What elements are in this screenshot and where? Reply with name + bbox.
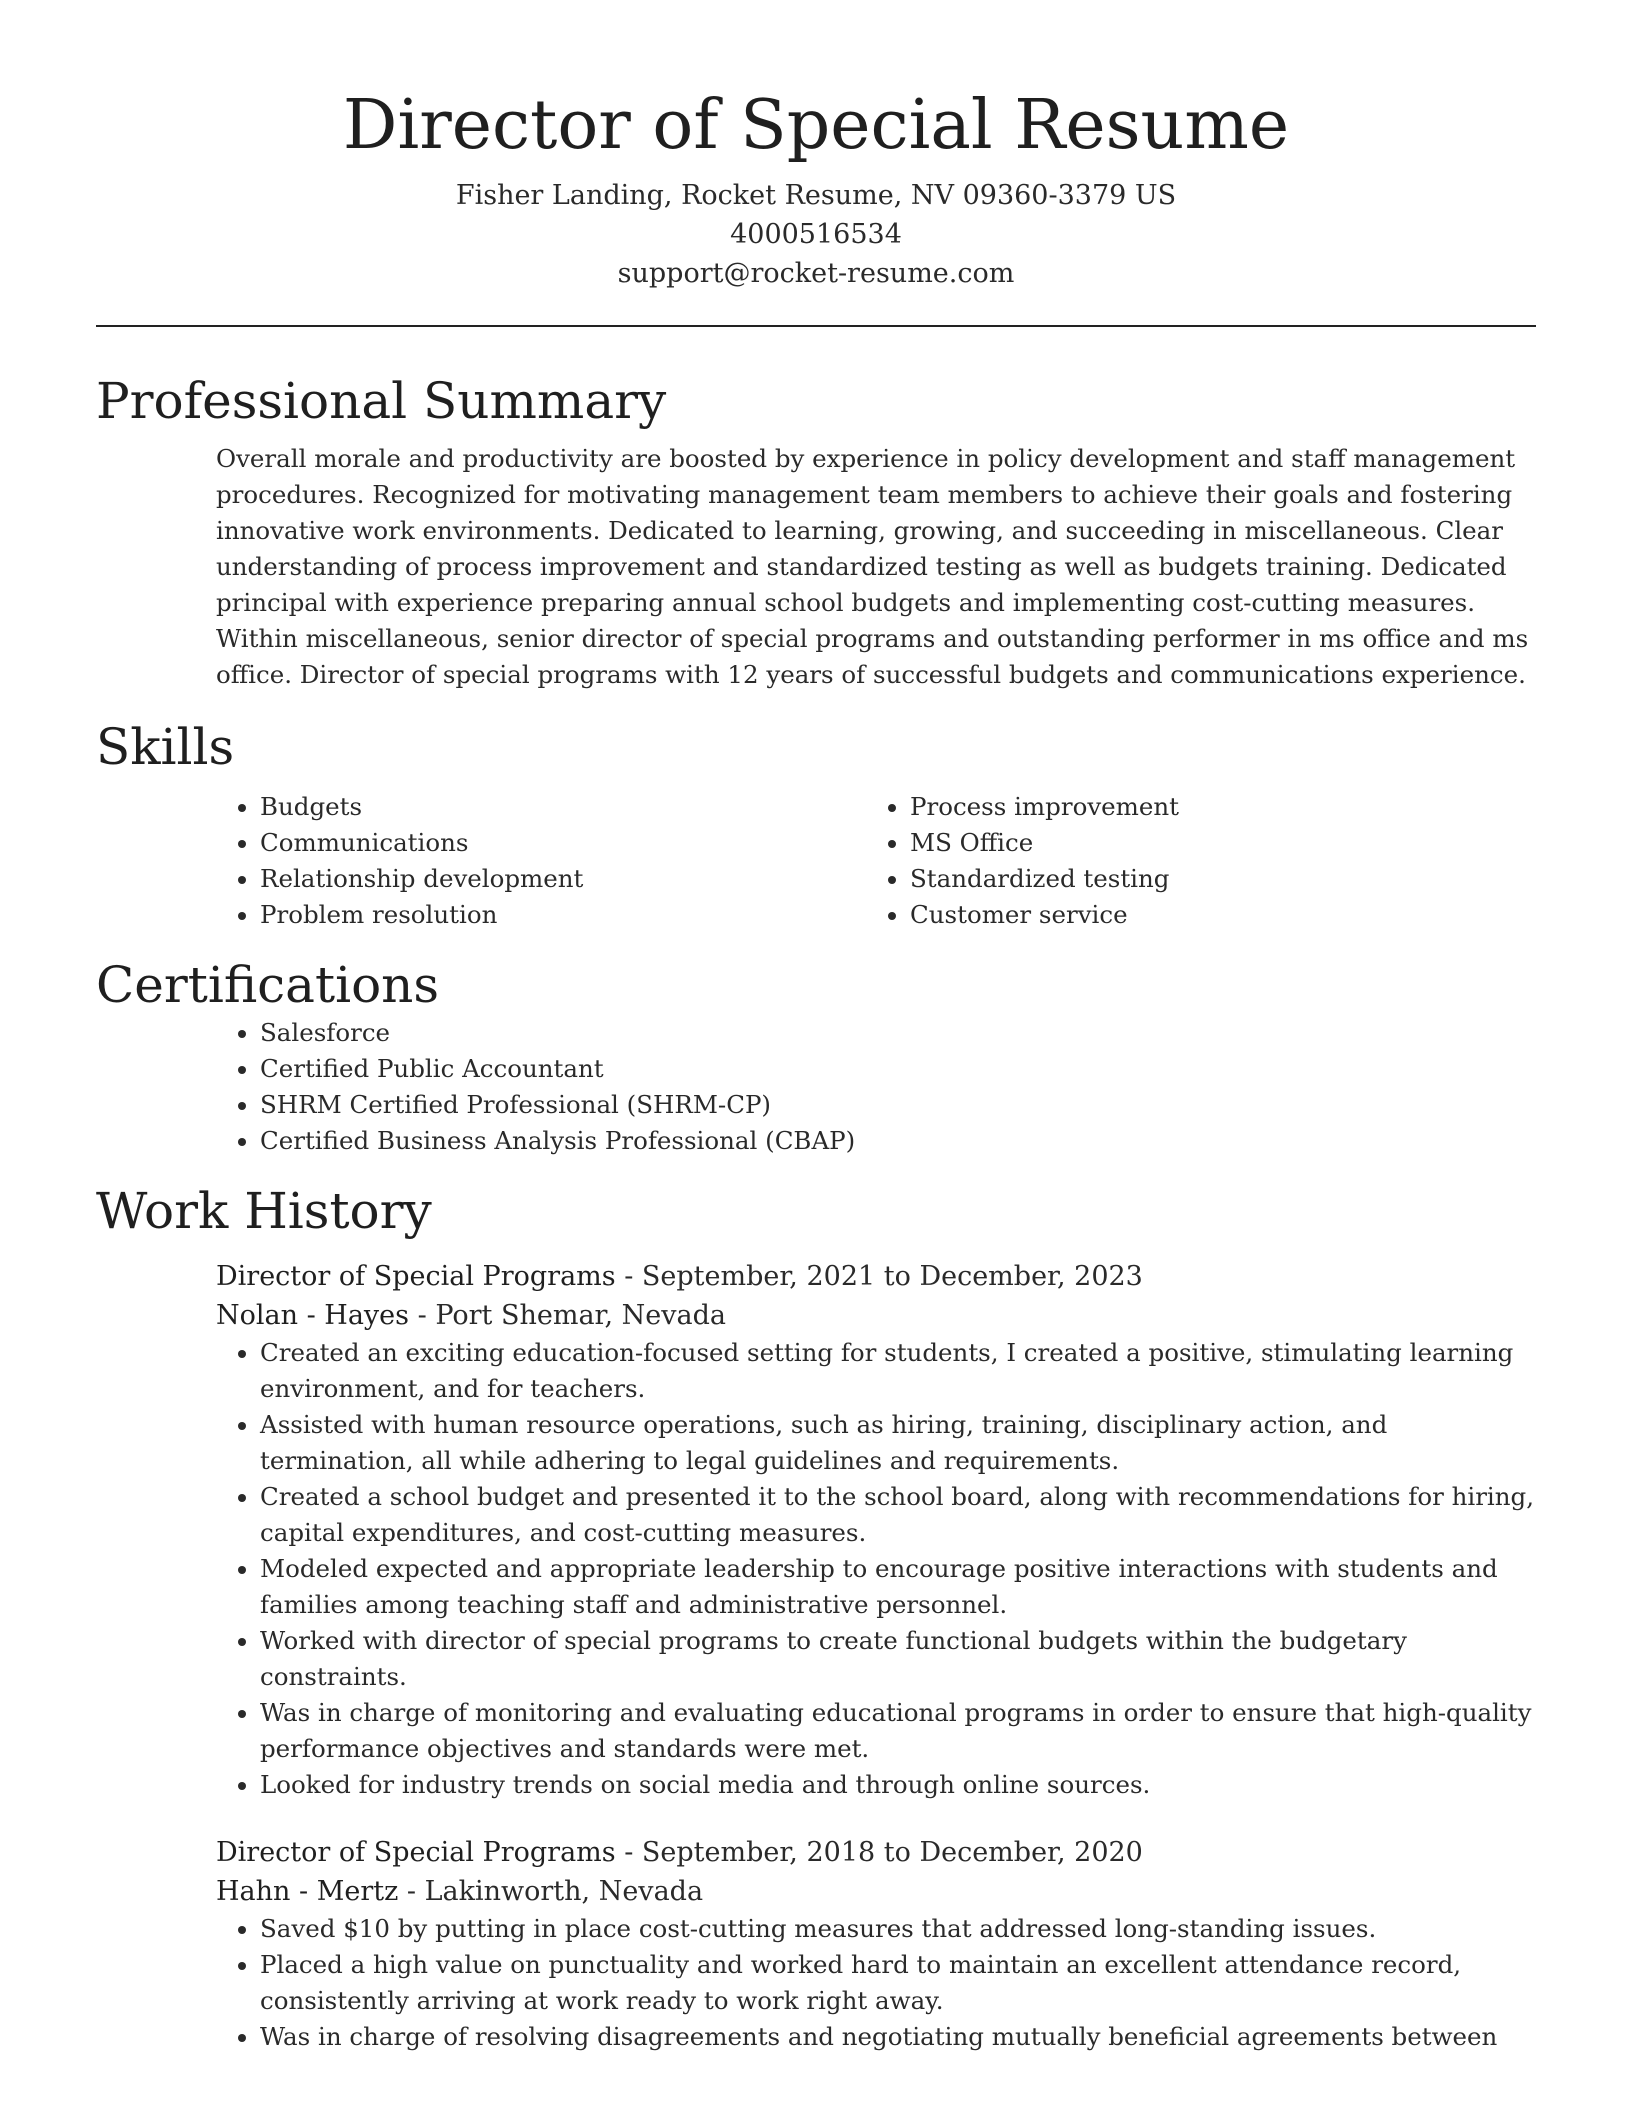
certification-item: • Salesforce: [260, 1015, 1536, 1051]
contact-email: support@rocket-resume.com: [617, 258, 1015, 289]
job-company: Hahn - Mertz: [216, 1876, 399, 1907]
resume-name: Director of Special Resume: [342, 86, 1290, 165]
job-entry: [216, 1833, 1536, 2055]
resume-page: [96, 0, 1536, 2055]
skill-item: • Process improvement: [910, 789, 1516, 825]
certification-item: • SHRM Certified Professional (SHRM-CP): [260, 1087, 1536, 1123]
certifications-heading: Certifications: [96, 956, 440, 1014]
skill-item: • Relationship development: [260, 861, 866, 897]
job-bullet: • Worked with director of special programs to create functional budgets within the budgetary constraints.: [260, 1623, 1536, 1695]
summary-text: Overall morale and productivity are boosted by experience in policy development and staff management procedures. Recognized for motivating management team members to achieve their goals and fostering innovative work environments. Dedicated to learning, growing, and succeeding in miscellaneous. Clear understanding of process improvement and standardized testing as well as budgets training. Dedicated principal with experience preparing annual school budgets and implementing cost-cutting measures. Within miscellaneous, senior director of special programs and outstanding performer in ms office and ms office. Director of special programs with 12 years of successful budgets and communications experience.: [216, 444, 1529, 689]
job-location: - Port Shemar, Nevada: [409, 1300, 726, 1331]
skills-section: [96, 789, 1536, 933]
job-bullets: [216, 1335, 1536, 1803]
contact-block: [96, 176, 1536, 293]
header-divider: [96, 325, 1536, 327]
skills-list-right: [866, 789, 1516, 933]
work-history-heading: Work History: [96, 1182, 432, 1240]
job-title-line: [216, 1833, 1536, 1872]
certifications-section: [96, 1015, 1536, 1159]
certifications-list: [216, 1015, 1536, 1159]
job-title: Director of Special Programs: [216, 1837, 616, 1868]
skills-heading: Skills: [96, 718, 235, 776]
job-bullet: • Created a school budget and presented it to the school board, along with recommendations for hiring, capital expenditures, and cost-cutting measures.: [260, 1479, 1536, 1551]
job-dates: - September, 2021 to December, 2023: [615, 1261, 1143, 1292]
skill-item: • Communications: [260, 825, 866, 861]
job-bullet: • Modeled expected and appropriate leadership to encourage positive interactions with students and families among teaching staff and administrative personnel.: [260, 1551, 1536, 1623]
skills-grid: [216, 789, 1536, 933]
summary-heading: Professional Summary: [96, 372, 667, 430]
job-bullet: • Placed a high value on punctuality and worked hard to maintain an excellent attendance record, consistently arriving at work ready to work right away.: [260, 1947, 1536, 2019]
resume-header: [96, 0, 1536, 293]
job-bullets: [216, 1911, 1536, 2055]
job-company-line: [216, 1872, 1536, 1911]
certification-item: • Certified Business Analysis Professional (CBAP): [260, 1123, 1536, 1159]
job-dates: - September, 2018 to December, 2020: [615, 1837, 1143, 1868]
certification-item: • Certified Public Accountant: [260, 1051, 1536, 1087]
job-company-line: [216, 1296, 1536, 1335]
job-bullet: • Looked for industry trends on social media and through online sources.: [260, 1767, 1536, 1803]
contact-address: Fisher Landing, Rocket Resume, NV 09360-3379 US: [455, 180, 1177, 211]
skills-list-left: [216, 789, 866, 933]
job-bullet: • Was in charge of resolving disagreements and negotiating mutually beneficial agreements between: [260, 2019, 1536, 2055]
job-bullet: • Was in charge of monitoring and evaluating educational programs in order to ensure that high-quality performance objectives and standards were met.: [260, 1695, 1536, 1767]
skills-column-left: [216, 789, 866, 933]
skill-item: • Budgets: [260, 789, 866, 825]
job-title-line: [216, 1257, 1536, 1296]
skill-item: • MS Office: [910, 825, 1516, 861]
skill-item: • Standardized testing: [910, 861, 1516, 897]
job-title: Director of Special Programs: [216, 1261, 616, 1292]
contact-phone: 4000516534: [730, 219, 902, 250]
job-bullet: • Created an exciting education-focused setting for students, I created a positive, stimulating learning environment, and for teachers.: [260, 1335, 1536, 1407]
skill-item: • Customer service: [910, 897, 1516, 933]
job-bullet: • Saved $10 by putting in place cost-cutting measures that addressed long-standing issues.: [260, 1911, 1536, 1947]
skill-item: • Problem resolution: [260, 897, 866, 933]
work-history-section: [96, 1257, 1536, 2055]
job-location: - Lakinworth, Nevada: [398, 1876, 704, 1907]
skills-column-right: [866, 789, 1516, 933]
job-entry: [216, 1257, 1536, 1803]
job-company: Nolan - Hayes: [216, 1300, 410, 1331]
job-bullet: • Assisted with human resource operations, such as hiring, training, disciplinary action, and termination, all while adhering to legal guidelines and requirements.: [260, 1407, 1536, 1479]
